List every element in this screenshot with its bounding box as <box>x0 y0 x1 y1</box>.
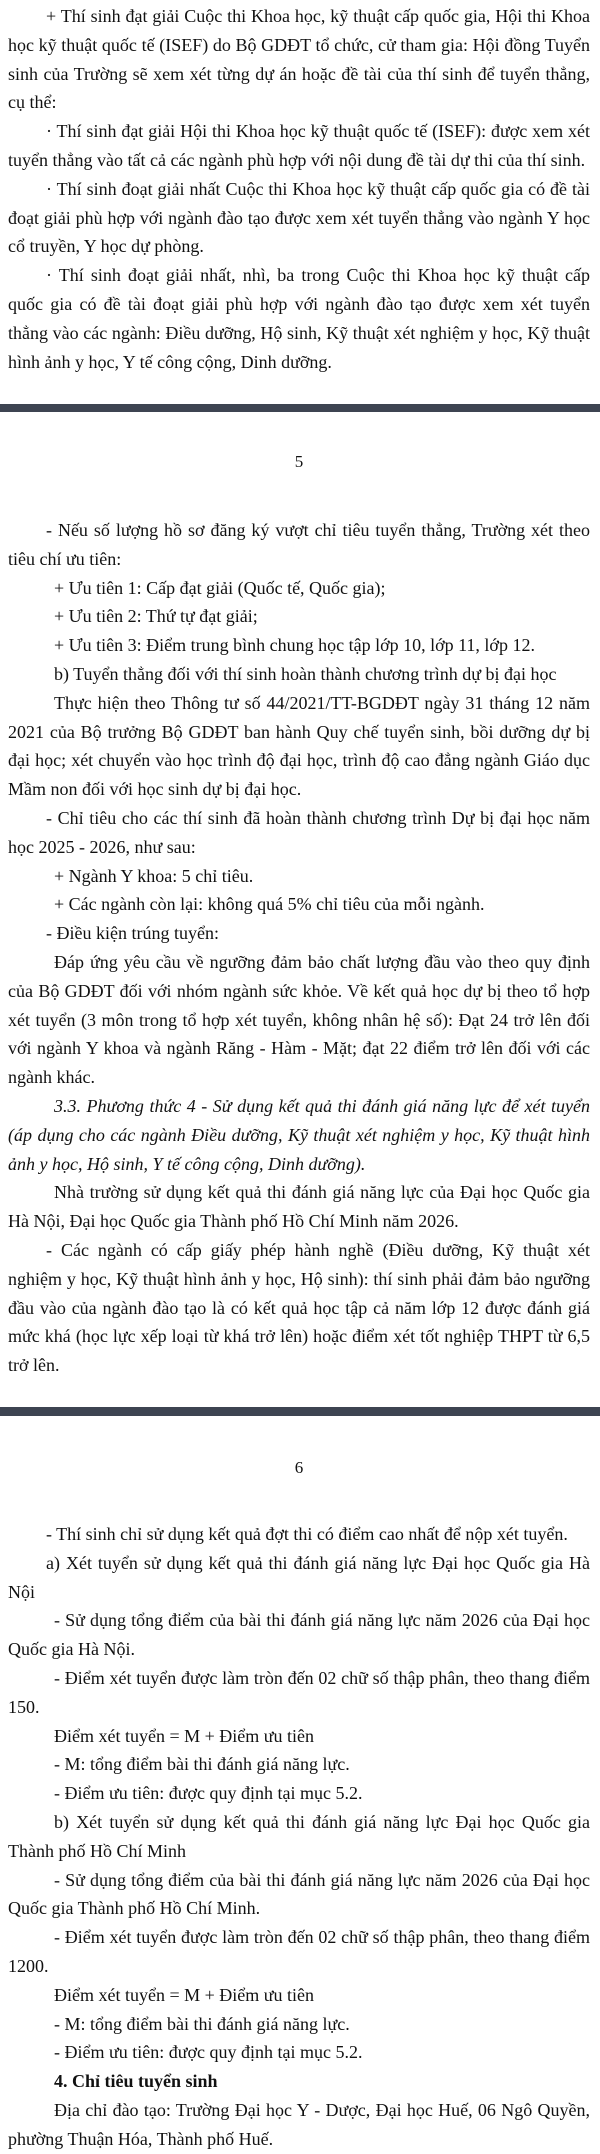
paragraph: b) Tuyển thẳng đối với thí sinh hoàn thành chương trình dự bị đại học <box>54 663 557 684</box>
paragraph: Thực hiện theo Thông tư số 44/2021/TT-BGDĐT ngày 31 tháng 12 năm 2021 của Bộ trưởng Bộ GDĐT ban hành Quy chế tuyển sinh, bồi dưỡng dự bị đại học; xét chuyển vào học trình độ đại học, trình độ cao đẳng ngành Giáo dục Mầm non đối với học sinh dự bị đại học. <box>8 692 590 800</box>
page-number: 5 <box>294 452 304 471</box>
paragraph: - Điểm xét tuyển được làm tròn đến 02 chữ số thập phân, theo thang điểm 1200. <box>8 1927 590 1976</box>
paragraph: - Điểm ưu tiên: được quy định tại mục 5.2. <box>54 1783 363 1804</box>
paragraph: - Các ngành có cấp giấy phép hành nghề (Điều dưỡng, Kỹ thuật xét nghiệm y học, Kỹ thuật hình ảnh y học, Hộ sinh): thí sinh phải đảm bảo ngưỡng đầu vào của ngành đào tạo là có kết quả học tập cả năm lớp 12 được đánh giá mức khá (học lực xếp loại từ khá trở lên) hoặc điểm xét tốt nghiệp THPT từ 6,5 trở lên. <box>8 1239 590 1376</box>
paragraph: - Nếu số lượng hồ sơ đăng ký vượt chỉ tiêu tuyển thẳng, Trường xét theo tiêu chí ưu tiên: <box>8 520 590 569</box>
paragraph: - Chỉ tiêu cho các thí sinh đã hoàn thành chương trình Dự bị đại học năm học 2025 - 2026, như sau: <box>8 807 590 857</box>
paragraph: + Ưu tiên 1: Cấp đạt giải (Quốc tế, Quốc gia); <box>54 577 386 598</box>
paragraph: + Ưu tiên 3: Điểm trung bình chung học tập lớp 10, lớp 11, lớp 12. <box>54 635 535 656</box>
section-heading: 3.3. Phương thức 4 - Sử dụng kết quả thi đánh giá năng lực để xét tuyển (áp dụng cho các ngành Điều dưỡng, Kỹ thuật xét nghiệm y học, Kỹ thuật hình ảnh y học, Hộ sinh, Y tế công cộng, Dinh dưỡng). <box>8 1095 590 1174</box>
paragraph: · Thí sinh đạt giải Hội thi Khoa học kỹ thuật quốc tế (ISEF): được xem xét tuyển thẳng vào tất cả các ngành phù hợp với nội dung đề tài dự thi của thí sinh. <box>8 121 590 170</box>
paragraph: · Thí sinh đoạt giải nhất Cuộc thi Khoa học kỹ thuật cấp quốc gia có đề tài đoạt giải phù hợp với ngành đào tạo được xem xét tuyển thẳng vào ngành Y học cổ truyền, Y học dự phòng. <box>8 178 590 257</box>
paragraph: Nhà trường sử dụng kết quả thi đánh giá năng lực của Đại học Quốc gia Hà Nội, Đại học Quốc gia Thành phố Hồ Chí Minh năm 2026. <box>8 1182 590 1232</box>
paragraph: b) Xét tuyển sử dụng kết quả thi đánh giá năng lực Đại học Quốc gia Thành phố Hồ Chí Minh <box>8 1811 590 1861</box>
document-page-5 <box>0 412 600 1407</box>
paragraph: - Điểm ưu tiên: được quy định tại mục 5.2. <box>54 2042 363 2063</box>
paragraph: a) Xét tuyển sử dụng kết quả thi đánh giá năng lực Đại học Quốc gia Hà Nội <box>8 1552 590 1602</box>
paragraph: + Ưu tiên 2: Thứ tự đạt giải; <box>54 606 258 627</box>
document-page-6 <box>0 1416 600 2149</box>
paragraph: - Sử dụng tổng điểm của bài thi đánh giá năng lực năm 2026 của Đại học Quốc gia Thành phố Hồ Chí Minh. <box>8 1869 590 1919</box>
paragraph: + Ngành Y khoa: 5 chỉ tiêu. <box>54 865 254 886</box>
formula: Điểm xét tuyển = M + Điểm ưu tiên <box>54 1984 315 2005</box>
document-page-4-tail <box>0 0 600 404</box>
paragraph: - Điều kiện trúng tuyển: <box>46 923 219 944</box>
paragraph: - M: tổng điểm bài thi đánh giá năng lực. <box>54 2013 350 2034</box>
paragraph: Địa chỉ đào tạo: Trường Đại học Y - Dược, Đại học Huế, 06 Ngô Quyền, phường Thuận Hóa, Thành phố Huế. <box>8 2099 590 2149</box>
paragraph: - Sử dụng tổng điểm của bài thi đánh giá năng lực năm 2026 của Đại học Quốc gia Hà Nội. <box>8 1610 590 1660</box>
paragraph: + Các ngành còn lại: không quá 5% chỉ tiêu của mỗi ngành. <box>54 894 485 915</box>
page-number: 6 <box>294 1458 304 1477</box>
paragraph: Đáp ứng yêu cầu về ngưỡng đảm bảo chất lượng đầu vào theo quy định của Bộ GDĐT đối với nhóm ngành sức khỏe. Về kết quả học dự bị theo tổ hợp xét tuyển (3 môn trong tổ hợp xét tuyển, không nhân hệ số): Đạt 24 trở lên đối với ngành Y khoa và ngành Răng - Hàm - Mặt; đạt 22 điểm trở lên đối với các ngành khác. <box>8 951 590 1088</box>
page-separator <box>0 1407 600 1416</box>
formula: Điểm xét tuyển = M + Điểm ưu tiên <box>54 1725 315 1746</box>
paragraph: - Thí sinh chỉ sử dụng kết quả đợt thi có điểm cao nhất để nộp xét tuyển. <box>46 1524 568 1544</box>
paragraph: - M: tổng điểm bài thi đánh giá năng lực. <box>54 1754 350 1775</box>
paragraph: - Điểm xét tuyển được làm tròn đến 02 chữ số thập phân, theo thang điểm 150. <box>8 1667 590 1717</box>
page-separator <box>0 404 600 412</box>
section-heading: 4. Chỉ tiêu tuyển sinh <box>54 2071 218 2092</box>
paragraph: + Thí sinh đạt giải Cuộc thi Khoa học, kỹ thuật cấp quốc gia, Hội thi Khoa học kỹ thuật quốc tế (ISEF) do Bộ GDĐT tổ chức, cử tham gia: Hội đồng Tuyển sinh của Trường sẽ xem xét từng dự án hoặc đề tài của thí sinh để tuyển thẳng, cụ thể: <box>8 6 590 113</box>
paragraph: · Thí sinh đoạt giải nhất, nhì, ba trong Cuộc thi Khoa học kỹ thuật cấp quốc gia có đề tài đoạt giải phù hợp với ngành đào tạo được xem xét tuyển thẳng vào các ngành: Điều dưỡng, Hộ sinh, Kỹ thuật xét nghiệm y học, Kỹ thuật hình ảnh y học, Y tế công cộng, Dinh dưỡng. <box>8 265 590 372</box>
